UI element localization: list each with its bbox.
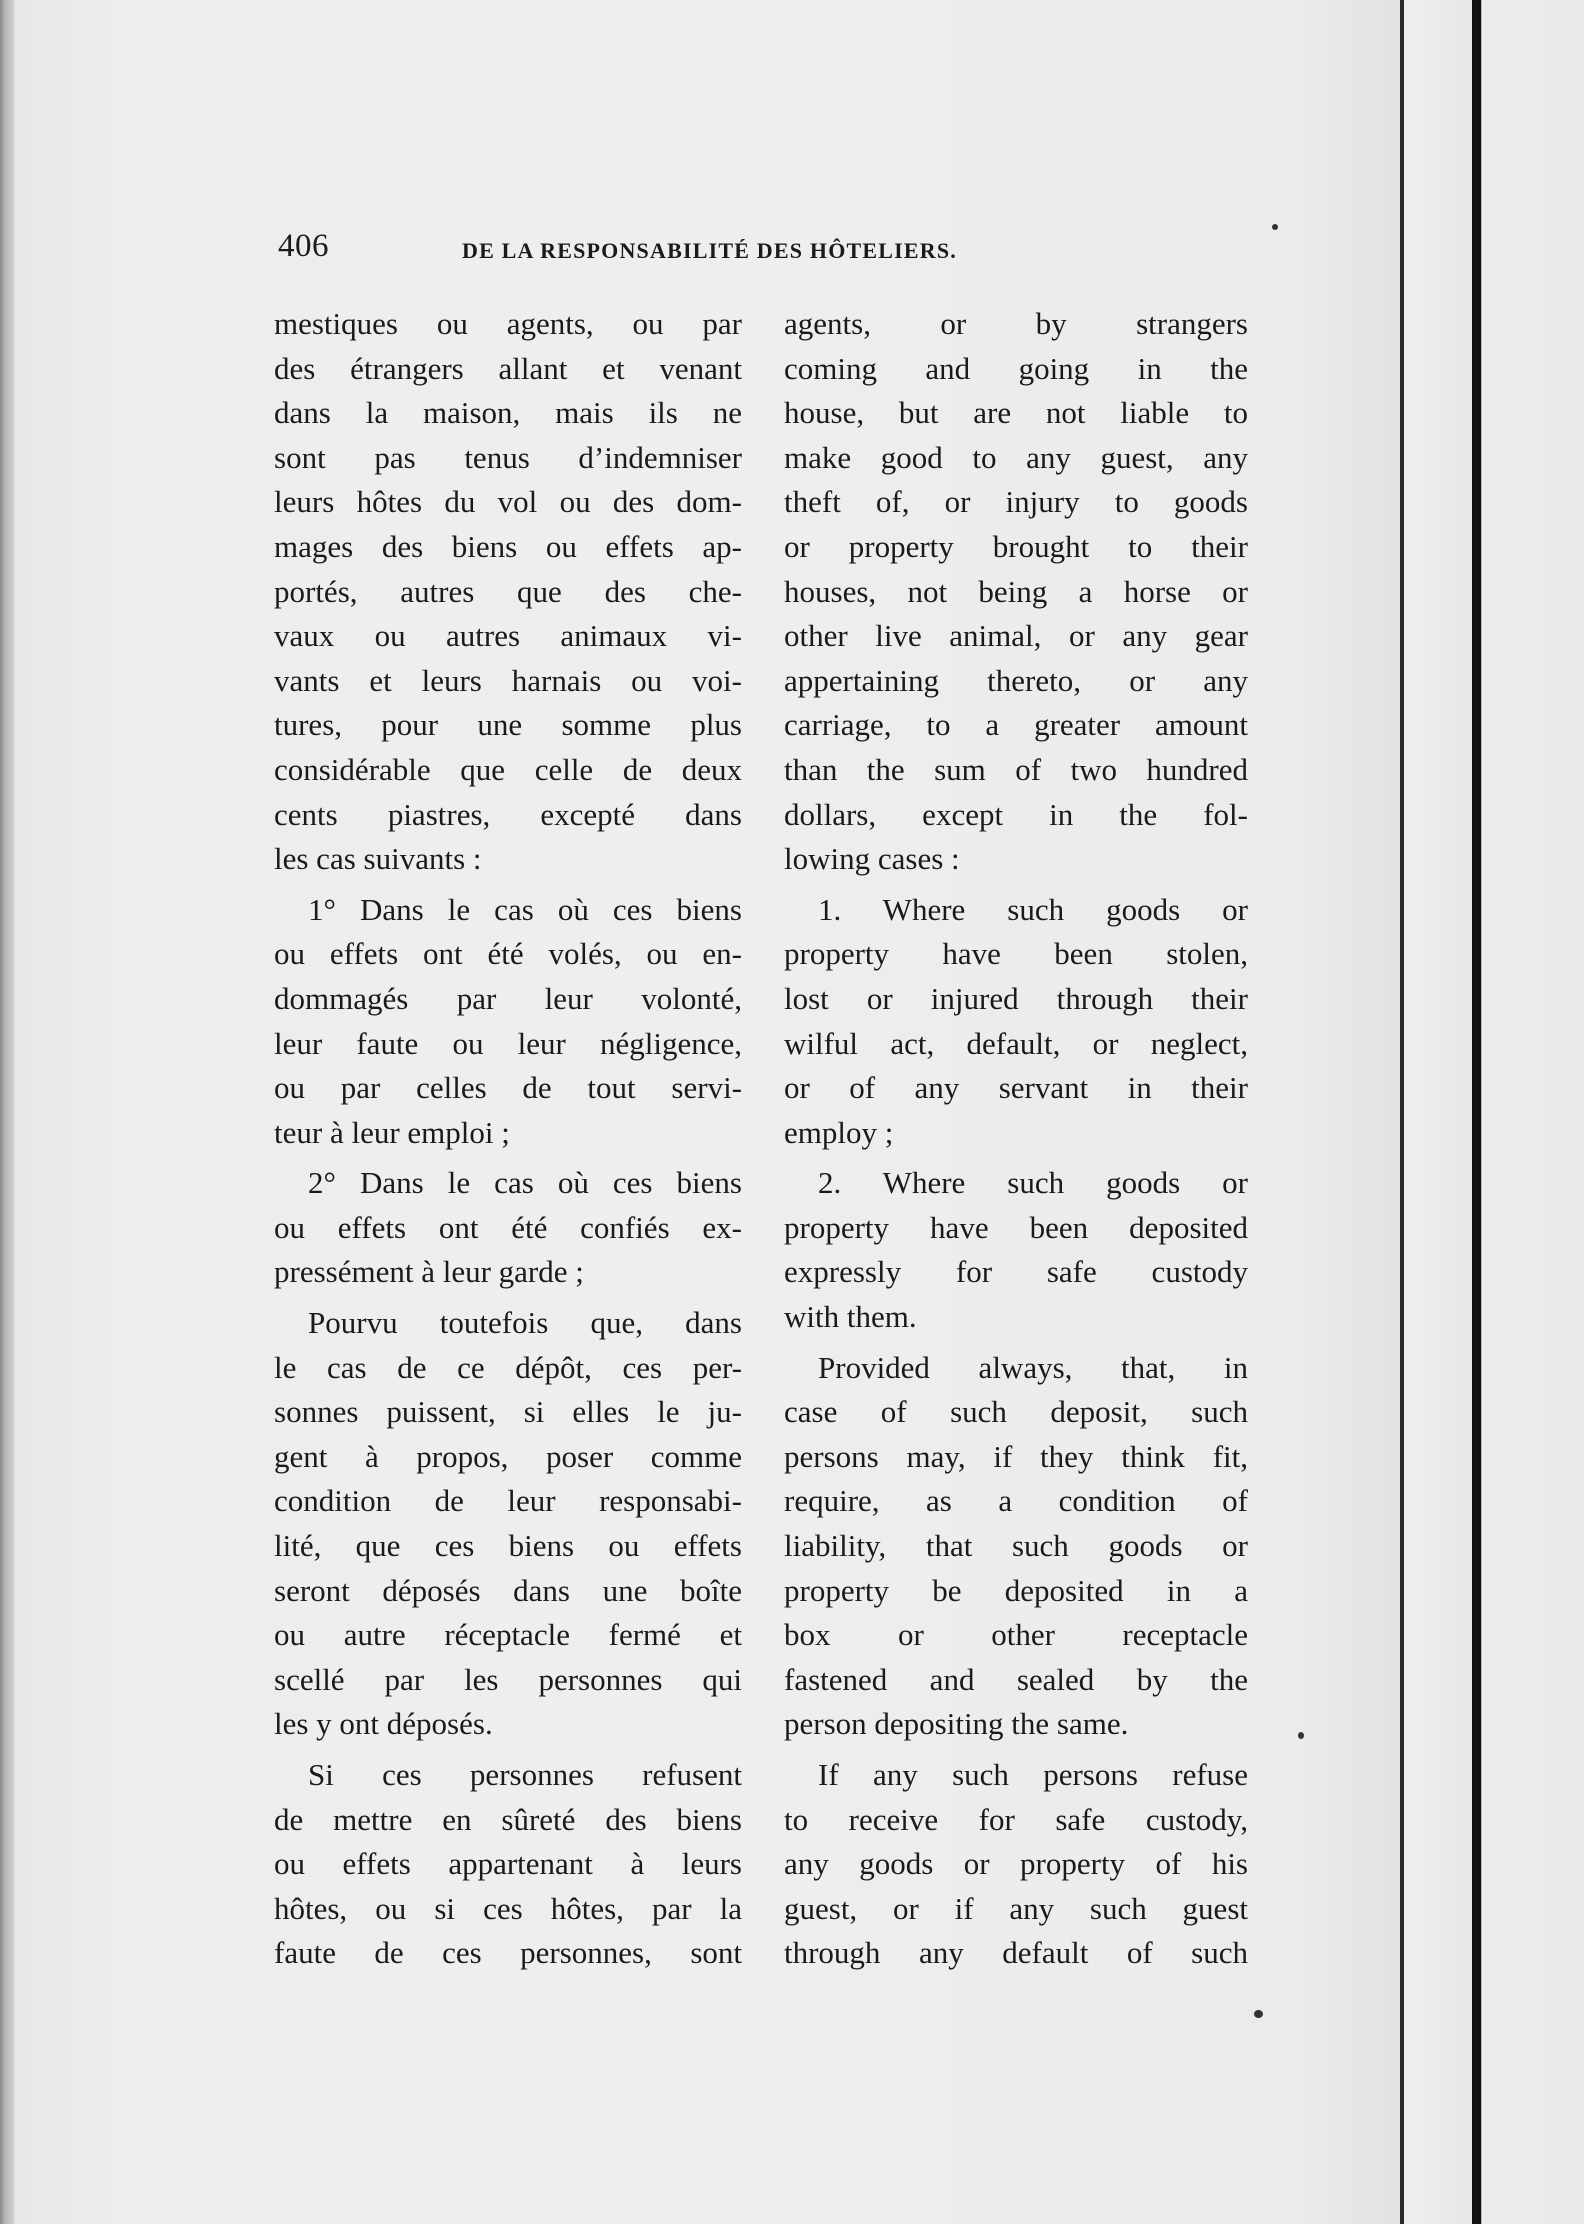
english-column: [784, 302, 1248, 1982]
text-line: lowing cases :: [784, 841, 960, 877]
text-line: than the sum of two hundred: [784, 751, 1248, 787]
text-line: guest, or if any such guest: [784, 1890, 1248, 1926]
page-number: 406: [278, 228, 329, 264]
text-line: leurs hôtes du vol ou des dom-: [274, 484, 742, 520]
cover-edge-line: [1476, 0, 1481, 2224]
text-line: 2. Where such goods or: [818, 1165, 1248, 1201]
text-line: house, but are not liable to: [784, 395, 1248, 431]
text-line: wilful act, default, or neglect,: [784, 1025, 1248, 1061]
text-line: persons may, if they think fit,: [784, 1438, 1248, 1474]
text-line: appertaining thereto, or any: [784, 662, 1248, 698]
text-line: If any such persons refuse: [818, 1757, 1248, 1792]
english-item-2: [784, 1161, 1248, 1339]
text-line: seront déposés dans une boîte: [274, 1572, 742, 1608]
text-line: considérable que celle de deux: [274, 751, 742, 787]
english-paragraph-intro: [784, 302, 1248, 882]
text-line: carriage, to a greater amount: [784, 707, 1248, 743]
text-line: through any default of such: [784, 1935, 1248, 1971]
english-proviso: [784, 1346, 1248, 1747]
french-column: [274, 302, 742, 1982]
text-line: case of such deposit, such: [784, 1394, 1248, 1430]
text-line: theft of, or injury to goods: [784, 484, 1248, 520]
text-line: 2° Dans le cas où ces biens: [308, 1165, 742, 1201]
text-line: mestiques ou agents, ou par: [274, 306, 742, 341]
french-paragraph-intro: [274, 302, 742, 882]
text-line: vaux ou autres animaux vi-: [274, 618, 742, 654]
text-line: or property brought to their: [784, 528, 1248, 564]
ink-speck: [1272, 224, 1278, 230]
text-line: box or other receptacle: [784, 1617, 1248, 1653]
text-line: liability, that such goods or: [784, 1528, 1248, 1564]
text-line: person depositing the same.: [784, 1706, 1129, 1742]
text-line: gent à propos, poser comme: [274, 1438, 742, 1474]
adjacent-page-strip: [1404, 0, 1472, 2224]
text-line: les y ont déposés.: [274, 1706, 493, 1742]
text-line: with them.: [784, 1299, 917, 1335]
french-item-2: [274, 1161, 742, 1295]
text-line: tures, pour une somme plus: [274, 707, 742, 743]
text-line: les cas suivants :: [274, 841, 482, 877]
text-line: ou effets ont été confiés ex-: [274, 1209, 742, 1245]
english-item-1: [784, 888, 1248, 1156]
text-line: dans la maison, mais ils ne: [274, 395, 742, 431]
text-line: dommagés par leur volonté,: [274, 980, 742, 1016]
text-line: le cas de ce dépôt, ces per-: [274, 1349, 742, 1385]
text-line: condition de leur responsabi-: [274, 1483, 742, 1519]
text-line: 1. Where such goods or: [818, 891, 1248, 927]
text-line: to receive for safe custody,: [784, 1801, 1248, 1837]
text-line: vants et leurs harnais ou voi-: [274, 662, 742, 698]
text-line: other live animal, or any gear: [784, 618, 1248, 654]
english-refusal: [784, 1753, 1248, 1976]
text-line: property have been stolen,: [784, 936, 1248, 972]
text-line: teur à leur emploi ;: [274, 1114, 510, 1150]
french-item-1: [274, 888, 742, 1156]
french-proviso: [274, 1301, 742, 1747]
text-line: property be deposited in a: [784, 1572, 1248, 1608]
text-line: de mettre en sûreté des biens: [274, 1801, 742, 1837]
text-line: faute de ces personnes, sont: [274, 1935, 742, 1971]
text-line: des étrangers allant et venant: [274, 350, 742, 386]
text-line: leur faute ou leur négligence,: [274, 1025, 742, 1061]
text-line: Si ces personnes refusent: [308, 1757, 742, 1792]
ink-speck: [1254, 2010, 1263, 2018]
text-line: property have been deposited: [784, 1209, 1248, 1245]
text-line: require, as a condition of: [784, 1483, 1248, 1519]
text-line: cents piastres, excepté dans: [274, 796, 742, 832]
running-head: [278, 228, 1278, 268]
text-line: ou autre réceptacle fermé et: [274, 1617, 742, 1653]
text-line: scellé par les personnes qui: [274, 1661, 742, 1697]
text-line: expressly for safe custody: [784, 1254, 1248, 1290]
french-refusal: [274, 1753, 742, 1976]
text-line: coming and going in the: [784, 350, 1248, 386]
text-line: pressément à leur garde ;: [274, 1254, 584, 1290]
ink-speck: [1298, 1732, 1304, 1739]
text-line: 1° Dans le cas où ces biens: [308, 891, 742, 927]
text-line: lité, que ces biens ou effets: [274, 1528, 742, 1564]
text-line: or of any servant in their: [784, 1070, 1248, 1106]
text-line: Pourvu toutefois que, dans: [308, 1305, 742, 1341]
text-line: mages des biens ou effets ap-: [274, 528, 742, 564]
page-left-edge: [0, 0, 14, 2224]
text-line: any goods or property of his: [784, 1846, 1248, 1882]
text-line: make good to any guest, any: [784, 439, 1248, 475]
text-line: fastened and sealed by the: [784, 1661, 1248, 1697]
page-heading: DE LA RESPONSABILITÉ DES HÔTELIERS.: [462, 238, 957, 263]
text-line: houses, not being a horse or: [784, 573, 1248, 609]
text-line: dollars, except in the fol-: [784, 796, 1248, 832]
text-line: hôtes, ou si ces hôtes, par la: [274, 1890, 742, 1926]
text-line: portés, autres que des che-: [274, 573, 742, 609]
text-line: Provided always, that, in: [818, 1349, 1248, 1385]
text-line: agents, or by strangers: [784, 306, 1248, 341]
text-line: ou effets appartenant à leurs: [274, 1846, 742, 1882]
text-line: sont pas tenus d’indemniser: [274, 439, 742, 475]
text-line: lost or injured through their: [784, 980, 1248, 1016]
text-line: employ ;: [784, 1114, 894, 1150]
book-cover-edge: [1472, 0, 1584, 2224]
text-line: ou par celles de tout servi-: [274, 1070, 742, 1106]
text-line: sonnes puissent, si elles le ju-: [274, 1394, 742, 1430]
text-line: ou effets ont été volés, ou en-: [274, 936, 742, 972]
